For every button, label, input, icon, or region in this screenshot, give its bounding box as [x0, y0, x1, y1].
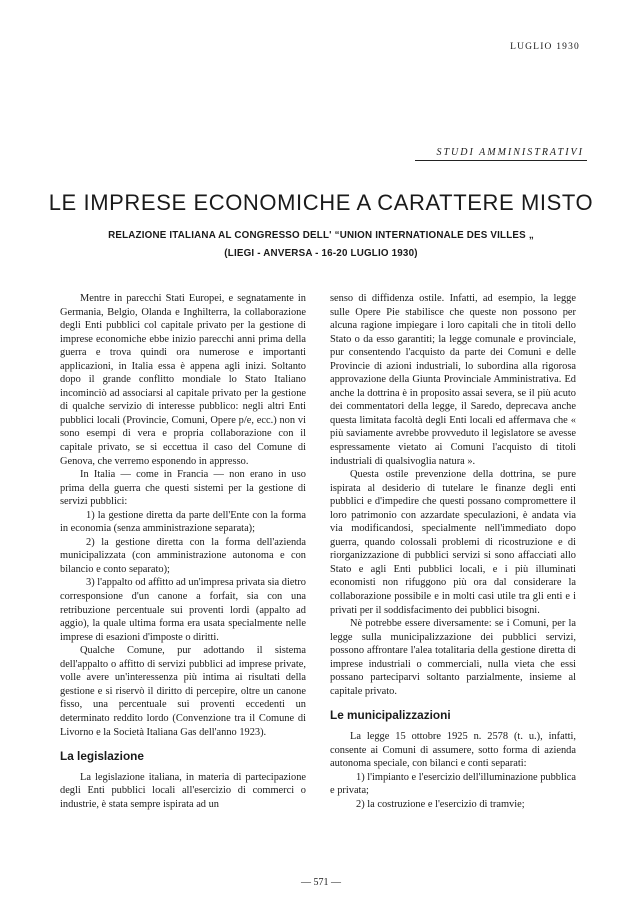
list-item: 1) la gestione diretta da parte dell'Ente con la forma in economia (senza amministrazione separata); [60, 509, 306, 535]
paragraph: La legge 15 ottobre 1925 n. 2578 (t. u.), infatti, consente ai Comuni di assumere, sotto forma di azienda autonoma speciale, con bilanci e conti separati: [330, 730, 576, 770]
paragraph: Mentre in parecchi Stati Europei, e segnatamente in Germania, Belgio, Olanda e Inghilterra, la collaborazione degli Enti pubblici col capitale privato per la gestione di imprese economiche ebbe inizio parecchi anni prima della guerra e trova quindi ora numerose e importanti applicazioni, in Italia essa è appena agli inizi. Soltanto dopo il grande conflitto mondiale lo Stato Italiano incominciò ad associarsi al capitale privato per la gestione di qualche servizio di interesse pubblico: negli altri Enti pubblici locali (Provincie, Comuni, Opere p/e, ecc.) non vi sono esempi di vera e propria collaborazione con il capitale privato, se si eccettua il caso del Comune di Genova, che verremo esponendo in appresso. [60, 293, 306, 467]
section-label: STUDI AMMINISTRATIVI [436, 147, 584, 158]
paragraph: Nè potrebbe essere diversamente: se i Comuni, per la legge sulla municipalizzazione dei pubblici servizi, possono affrontare l'alea totalitaria della gestione diretta di imprese industriali o commerciali, nulla vieta che essi possano parteciparvi soltanto parzialmente, insieme al capitale privato. [330, 618, 576, 697]
article-subtitle-place: (LIEGI - ANVERSA - 16-20 LUGLIO 1930) [224, 248, 418, 259]
list-item: 2) la costruzione e l'esercizio di tramvie; [356, 798, 525, 810]
paragraph: Questa ostile prevenzione della dottrina, se pure ispirata al desiderio di tutelare le finanze degli enti pubblici e d'impedire che questi possano compromettere il loro patrimonio con azzardate speculazioni, è andata via via modificandosi, specialmente nell'immediato dopo guerra, quando colossali problemi di ricostruzione e di riorganizzazione di pubblici servizi si sono affacciati allo Stato e agli Enti pubblici locali, e i più illuminati economisti non rifuggono più ora dal considerare la collaborazione possibile e in molti casi utile tra gli enti e i privati per il soddisfacimento dei pubblici bisogni. [330, 469, 576, 616]
page-number: — 571 — [301, 877, 341, 888]
article-title: LE IMPRESE ECONOMICHE A CARATTERE MISTO [48, 190, 594, 215]
paragraph: Qualche Comune, pur adottando il sistema dell'appalto o affitto di servizi pubblici ad imprese private, volle avere un'interessenza più intima ai risultati della gestione e si riservò il diritto di percepire, oltre un canone fisso, una percentuale sui proventi eccedenti un determinato reddito lordo (Convenzione tra il Comune di Livorno e la Società Italiana Gas dell'anno 1923). [60, 645, 306, 738]
left-column [60, 292, 306, 811]
header-date: LUGLIO 1930 [510, 42, 580, 52]
list-item: 2) la gestione diretta con la forma dell'azienda municipalizzata (con amministrazione autonoma e con bilancio e conto separato); [60, 536, 306, 575]
list-item: 1) l'impianto e l'esercizio dell'illuminazione pubblica e privata; [330, 771, 576, 797]
article-subtitle: RELAZIONE ITALIANA AL CONGRESSO DELL' “UNION INTERNATIONALE DES VILLES „ [108, 230, 534, 241]
list-item: 3) l'appalto od affitto ad un'impresa privata sia dietro corresponsione d'un canone a forfait, sia con una retribuzione percentuale sui proventi lordi (appalto ad aggio), la quale ultima forma era usata specialmente nelle imprese di esazioni d'imposte o diritti. [60, 577, 306, 643]
paragraph: La legislazione italiana, in materia di partecipazione degli Enti pubblici locali all'esercizio di commerci o industrie, è stata sempre ispirata ad un [60, 771, 306, 810]
section-heading: Le municipalizzazioni [330, 708, 451, 723]
paragraph: senso di diffidenza ostile. Infatti, ad esempio, la legge sulle Opere Pie stabilisce che queste non possono per alcuna ragione impiegare i loro capitali che in titoli dello Stato o da esso garantiti; la legge comunale e provinciale, pur consentendo l'acquisto da parte dei Comuni e delle Provincie di azioni industriali, lo subordina alla rigorosa approvazione della Giunta Provinciale Amministrativa. Ed anche la dottrina è in proposito assai severa, se il più acuto dei commentatori della legge, il Saredo, deprecava anche questa limitata facoltà degli Enti locali ed affermava che « più saviamente avrebbe provveduto il legislatore se avesse espressamente vietato ai Comuni l'acquisto di titoli industriali di qualsivoglia natura ». [330, 293, 576, 467]
right-column [330, 292, 576, 811]
section-divider [415, 160, 587, 161]
section-heading: La legislazione [60, 749, 144, 764]
paragraph: In Italia — come in Francia — non erano in uso prima della guerra che questi sistemi per la gestione di servizi pubblici: [60, 469, 306, 508]
